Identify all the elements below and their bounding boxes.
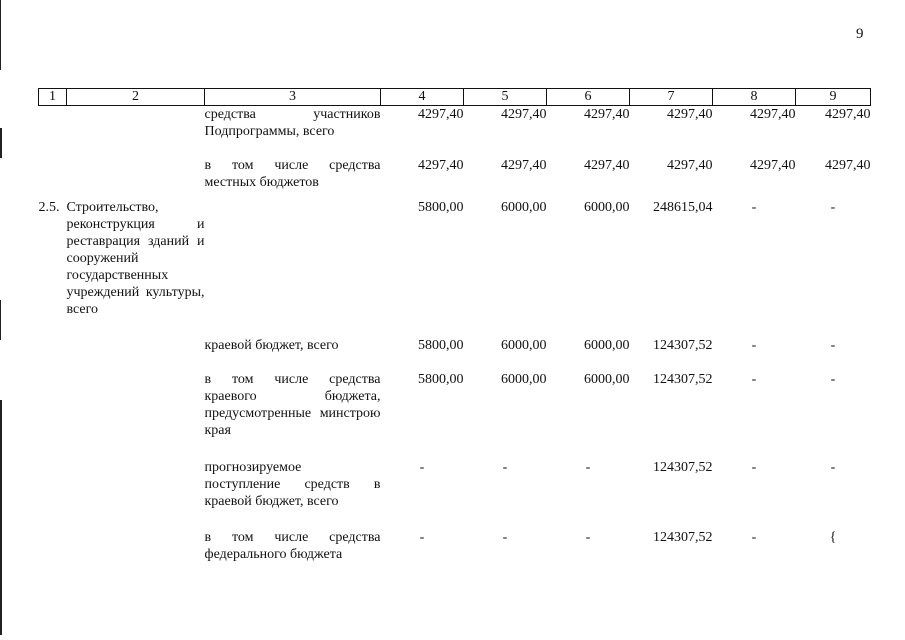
funding-source: в том числе средства краевого бюджета, предусмотренные минстрою края <box>204 371 381 438</box>
value-cell: - <box>830 337 836 353</box>
row-description: Строительство, реконструкция и реставрация зданий и сооружений государственных учреждений культуры, всего <box>66 199 205 317</box>
column-number-row <box>39 89 871 106</box>
table-row <box>39 106 871 157</box>
value-cell: 4297,40 <box>825 157 871 173</box>
row-description <box>67 371 205 459</box>
row-number <box>39 106 67 157</box>
value-cell: 6000,00 <box>501 337 547 353</box>
row-description <box>67 337 205 371</box>
column-header: 2 <box>67 89 205 106</box>
column-header: 4 <box>381 89 464 106</box>
row-description <box>67 529 205 569</box>
value-cell: - <box>419 529 425 545</box>
page-number: 9 <box>856 26 864 42</box>
scan-mark <box>0 128 2 158</box>
budget-table <box>38 88 871 569</box>
column-header: 7 <box>630 89 713 106</box>
value-cell: 4297,40 <box>418 157 464 173</box>
scan-mark <box>0 0 1 70</box>
value-cell: - <box>751 199 757 215</box>
value-cell: 124307,52 <box>653 371 713 387</box>
column-header: 3 <box>205 89 381 106</box>
value-cell: 4297,40 <box>667 157 713 173</box>
column-header: 8 <box>713 89 796 106</box>
value-cell: 6000,00 <box>584 199 630 215</box>
row-description <box>67 459 205 529</box>
funding-source: средства участников Подпрограммы, всего <box>204 107 381 139</box>
value-cell: - <box>751 371 757 387</box>
funding-source <box>205 199 381 337</box>
value-cell: 4297,40 <box>584 157 630 173</box>
value-cell: 4297,40 <box>750 157 796 173</box>
value-cell: 4297,40 <box>825 107 871 122</box>
row-description <box>67 157 205 199</box>
scan-mark <box>0 400 2 635</box>
value-cell: 6000,00 <box>584 337 630 353</box>
table-row <box>39 459 871 529</box>
value-cell: 4297,40 <box>750 107 796 122</box>
value-cell: - <box>830 371 836 387</box>
value-cell: 6000,00 <box>501 199 547 215</box>
value-cell: 124307,52 <box>653 529 713 545</box>
value-cell: - <box>419 459 425 475</box>
value-cell: - <box>830 199 836 215</box>
row-number <box>39 337 67 371</box>
row-number <box>39 529 67 569</box>
table-row <box>39 371 871 459</box>
row-number <box>39 371 67 459</box>
row-number <box>39 459 67 529</box>
value-cell: - <box>585 459 591 475</box>
value-cell: 4297,40 <box>667 107 713 122</box>
value-cell: 4297,40 <box>418 107 464 122</box>
value-cell: - <box>751 529 757 545</box>
table-row <box>39 337 871 371</box>
funding-source: в том числе средства федерального бюджета <box>204 529 381 562</box>
budget-table-wrapper <box>38 88 871 569</box>
value-cell: - <box>751 337 757 353</box>
value-cell: 4297,40 <box>584 107 630 122</box>
value-cell: - <box>502 459 508 475</box>
funding-source: краевой бюджет, всего <box>204 337 339 353</box>
value-cell: 248615,04 <box>653 199 713 215</box>
value-cell: - <box>830 459 836 475</box>
value-cell: 124307,52 <box>653 459 713 475</box>
value-cell: { <box>829 529 837 545</box>
row-number <box>39 157 67 199</box>
scan-mark <box>0 300 1 340</box>
column-header: 6 <box>547 89 630 106</box>
column-header: 9 <box>796 89 871 106</box>
table-row <box>39 199 871 337</box>
value-cell: 5800,00 <box>418 371 464 387</box>
funding-source: прогнозируемое поступление средств в краевой бюджет, всего <box>204 459 381 509</box>
row-description <box>67 106 205 157</box>
value-cell: 4297,40 <box>501 157 547 173</box>
table-row <box>39 529 871 569</box>
value-cell: 4297,40 <box>501 107 547 122</box>
value-cell: - <box>585 529 591 545</box>
value-cell: 124307,52 <box>653 337 713 353</box>
value-cell: - <box>751 459 757 475</box>
value-cell: 5800,00 <box>418 199 464 215</box>
value-cell: 6000,00 <box>584 371 630 387</box>
column-header: 5 <box>464 89 547 106</box>
column-header: 1 <box>39 89 67 106</box>
row-number: 2.5. <box>38 199 60 215</box>
table-row <box>39 157 871 199</box>
funding-source: в том числе средства местных бюджетов <box>204 157 381 190</box>
value-cell: 6000,00 <box>501 371 547 387</box>
value-cell: 5800,00 <box>418 337 464 353</box>
value-cell: - <box>502 529 508 545</box>
